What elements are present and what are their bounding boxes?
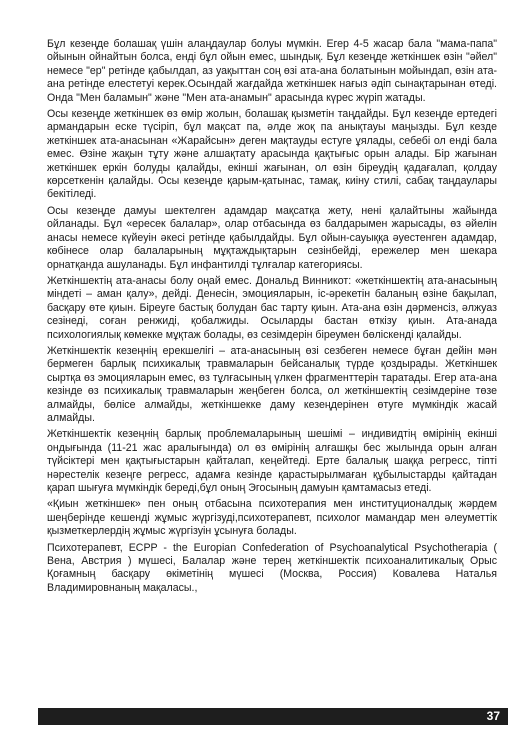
page-number: 37 — [486, 709, 500, 723]
paragraph-4: Жеткіншектің ата-анасы болу оңай емес. Дональд Винникот: «жеткіншектің ата-анасының міндеті – аман қалу», дейді. Денесін, эмоцияларын, іс-әрекетін баланың өзіне бақылап, басқару өте қиын. Біреуге бастық болудан бас тарту қиын. Ата-ана өзін дәрменсіз, әлжуаз сезінеді, соған ренжиді, қобалжиды. Осыларды бастан өткізу қиын. Ата-анада психологиялық көмекке мұқтаж болады, өз сезімдерін біреумен бөліскенді қалайды. — [47, 274, 497, 341]
paragraph-1: Бұл кезеңде болашақ үшін алаңдаулар болуы мүмкін. Егер 4-5 жасар бала "мама-папа" ойынын ойнайтын болса, енді бұл ойын емес, шындық. Бұл кезеңде жеткіншек өзін "әйел" немесе "ер" ретінде қабылдап, аз уақыттан соң өзі ата-ана болатынын мойындап, өзін ата-ана ретінде елестетуі керек.Осындай жағдайда жеткіншек нағыз әдіп сынақтарынан өтеді. Онда "Мен баламын" және "Мен ата-анамын" арасында күрес жүріп жатады. — [47, 38, 497, 104]
paragraph-3: Осы кезеңде дамуы шектелген адамдар мақсатқа жету, нені қалайтыны жайында ойланады. Бұл «ересек балалар», олар отбасында өз балдарымен жарысады, өз әйелін анасы немесе күйеуін әкесі ретінде қабылдайды. Бұл ойын-сауыққа әуестенген адамдар, көбінесе олар балаларының мұқтаждықтарын сезінбейді, ережелер мен шекара орнатқанда ашуланады. Бұл инфантилді тұлғалар категориясы. — [47, 204, 497, 271]
paragraph-8-author-note: Психотерапевт, ECPP - the Europian Confederation of Psychoanalytical Psychotheraрia ( Вена, Австрия ) мүшесі, Балалар және терең жеткіншектік психоаналитикалық Орыс Қоғамның басқару өкіметінің мүшесі (Москва, Россия) Ковалева Наталья Владимировнаның мақаласы., — [47, 541, 497, 594]
paragraph-7: «Қиын жеткіншек» пен оның отбасына психотерапия мен институционалдық жәрдем шеңберінде кешенді жұмыс жүргізуді,психотерапевт, психолог мамандар мен әлеуметтік қызметкерлердің жұмыс жүргізуін ұсынуға болады. — [47, 498, 497, 538]
paragraph-5: Жеткіншектік кезеңнің ерекшелігі – ата-анасының өзі сезбеген немесе бұған дейін мән бермеген барлық психикалық травмаларын бейсаналық түрде қоздырады. Жеткіншек сыртқа өз эмоцияларын емес, өз тұлғасының үлкен фрагменттерін таратады. Егер ата-ана кезінде өз психикалық травмаларын жеңбеген болса, ол жеткіншектің сезімдеріне төзе алмайды, бөлісе алмайды, жеткіншекке даму кезеңдерінен өтуге мүмкіндік жасай алмайды. — [47, 344, 497, 424]
paragraph-6: Жеткіншектік кезеңнің барлық проблемаларының шешімі – индивидтің өмірінің екінші ондығында (11-21 жас аралығында) ол өз өмірінің алғашқы бес жылында орын алған түйсіктері мен қақтығыстарын қайталап, кеңейтеді. Ерте балалық шаққа регресс, тіпті нәрестелік кезеңге регресс, адамға кезінде қарастырылмаған құбылыстарды қайтадан қарап шығуға мүмкіндік береді,бұл оның Эгосының дамуын қамтамасыз етеді. — [47, 428, 497, 494]
page-footer-bar — [38, 708, 508, 725]
paragraph-2: Осы кезеңде жеткіншек өз өмір жолын, болашақ қызметін таңдайды. Бұл кезеңде ертедегі армандарын еске түсіріп, бұл мақсат па, әлде жоқ па анықтауы маңызды. Бұл кезде жеткіншек ата-анасынан «Жарайсын» деген мақтауды естуге ұялады, себебі ол енді бала емес. Өзіне жақын тұту және алшақтату арасында қақтығыс орын алады. Бір жағынан жеткіншек еркін болуды қалайды, екінші жағынан, ол өзін біреудің қадағалап, қолдау көрсеткенін қалайды. Осы кезеңде қарым-қатынас, тамақ, киіну стилі, сабақ таңдаулары бекітіледі. — [47, 108, 497, 201]
article-body — [47, 38, 497, 598]
